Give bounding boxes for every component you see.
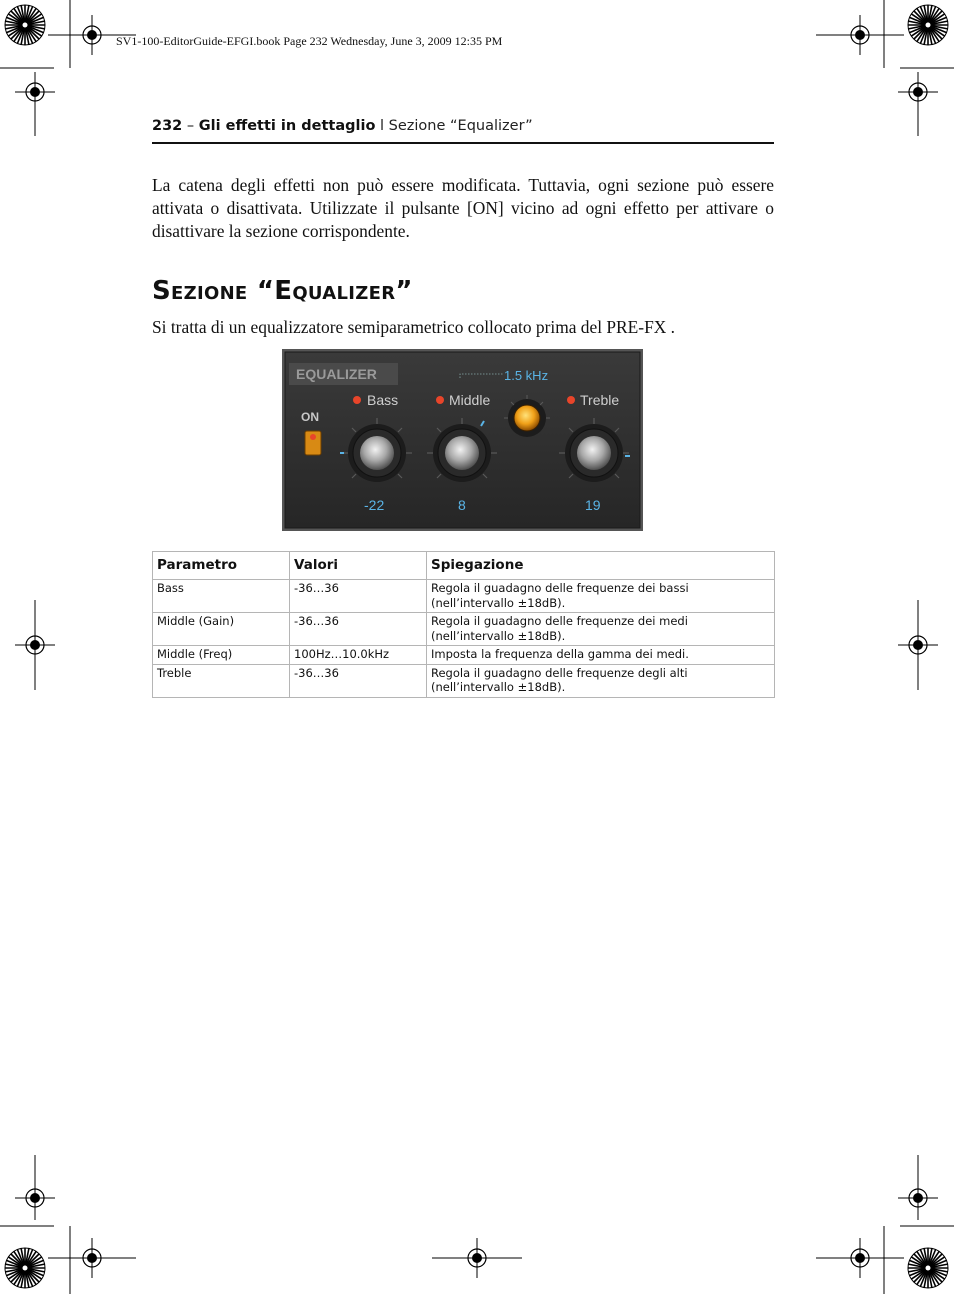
body-paragraph: La catena degli effetti non può essere modificata. Tuttavia, ogni sezione può essere attivata o disattivata. Utilizzate il pulsante [ON] vicino ad ogni effetto per attivare o disattivare la sezione corrispondente. (152, 175, 774, 241)
table-cell: 100Hz…10.0kHz (290, 646, 427, 665)
equalizer-title: EQUALIZER (296, 366, 377, 382)
header-rule (152, 142, 774, 144)
table-cell: Middle (Gain) (153, 613, 290, 646)
table-cell: Regola il guadagno delle frequenze dei bassi (nell’intervallo ±18dB). (427, 580, 775, 613)
table-header-row (153, 552, 775, 580)
table-cell: Imposta la frequenza della gamma dei medi. (427, 646, 775, 665)
table-row (153, 613, 775, 646)
table-cell: Regola il guadagno delle frequenze degli alti (nell’intervallo ±18dB). (427, 664, 775, 697)
intro-paragraph: Si tratta di un equalizzatore semiparametrico collocato prima del PRE-FX . (152, 317, 676, 337)
parameter-table (152, 551, 775, 698)
section-heading: Sezione “Equalizer” (152, 276, 413, 306)
chapter-title: Gli effetti in dettaglio (198, 118, 376, 134)
table-cell: Middle (Freq) (153, 646, 290, 665)
table-cell: -36…36 (290, 613, 427, 646)
table-row (153, 646, 775, 665)
table-cell: Regola il guadagno delle frequenze dei medi (nell’intervallo ±18dB). (427, 613, 775, 646)
treble-label: Treble (580, 392, 620, 408)
header-separator: l (375, 118, 389, 134)
page-number: 232 (152, 118, 183, 134)
running-header (152, 118, 774, 134)
table-cell: Bass (153, 580, 290, 613)
bass-label: Bass (367, 392, 399, 408)
section-title: Sezione “Equalizer” (388, 118, 533, 134)
bass-value: -22 (364, 497, 385, 513)
on-switch[interactable] (305, 431, 321, 455)
column-header: Spiegazione (427, 552, 775, 580)
mid-frequency-readout: 1.5 kHz (504, 368, 549, 383)
middle-label: Middle (449, 392, 491, 408)
column-header: Valori (290, 552, 427, 580)
column-header: Parametro (153, 552, 290, 580)
on-label: ON (301, 410, 319, 424)
table-cell: Treble (153, 664, 290, 697)
table-row (153, 580, 775, 613)
print-slug: SV1-100-EditorGuide-EFGI.book Page 232 Wednesday, June 3, 2009 12:35 PM (116, 34, 503, 48)
treble-value: 19 (585, 497, 601, 513)
table-cell: -36…36 (290, 664, 427, 697)
table-cell: -36…36 (290, 580, 427, 613)
table-row (153, 664, 775, 697)
middle-value: 8 (458, 497, 466, 513)
header-dash: – (182, 118, 199, 134)
equalizer-panel (282, 349, 643, 531)
